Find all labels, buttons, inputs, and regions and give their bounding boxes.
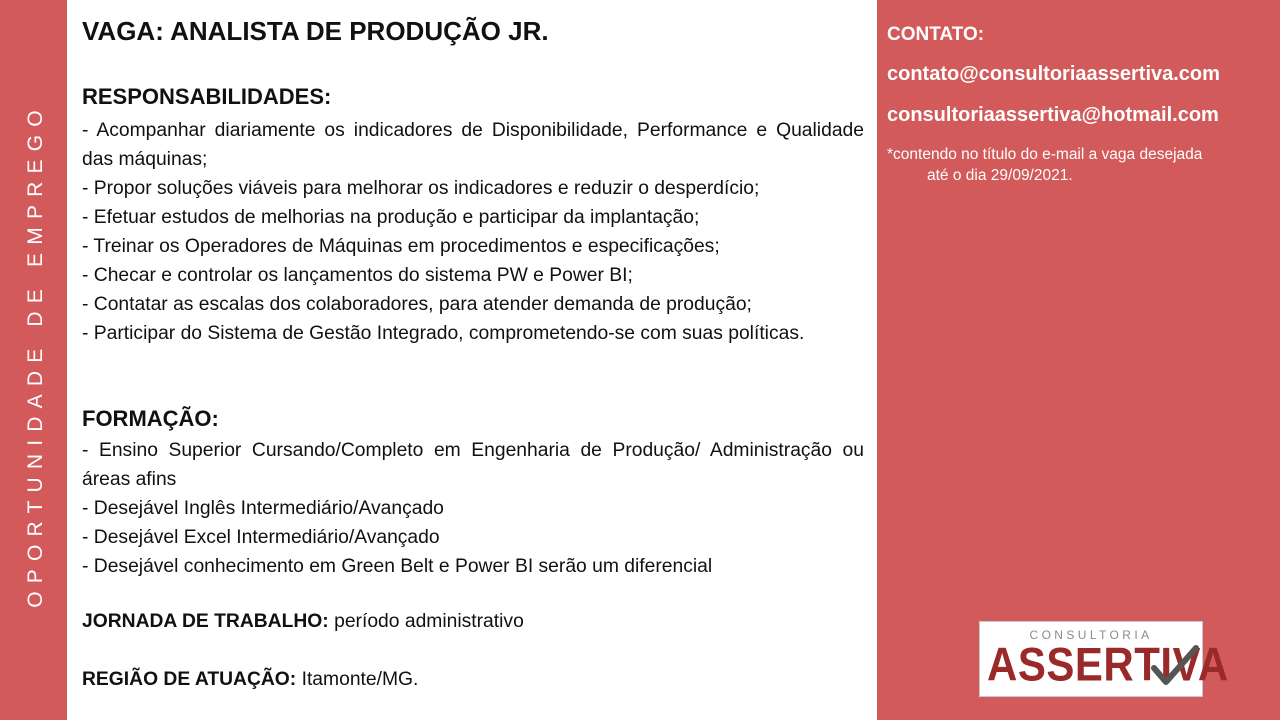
list-item: - Desejável Inglês Intermediário/Avançado	[82, 498, 444, 519]
list-item: - Treinar os Operadores de Máquinas em procedimentos e especificações;	[82, 236, 720, 257]
list-item: - Acompanhar diariamente os indicadores de Disponibilidade, Performance e Qualidade das máquinas;	[82, 120, 864, 170]
left-band	[0, 0, 67, 720]
list-item: - Contatar as escalas dos colaboradores, para atender demanda de produção;	[82, 294, 752, 315]
side-label: OPORTUNIDADE DE EMPREGO	[24, 102, 47, 608]
region-value: Itamonte/MG.	[301, 669, 419, 690]
note-line-1: *contendo no título do e-mail a vaga desejada	[887, 146, 1203, 163]
job-description	[82, 0, 864, 720]
list-item: - Efetuar estudos de melhorias na produção e participar da implantação;	[82, 207, 700, 228]
job-title: VAGA: ANALISTA DE PRODUÇÃO JR.	[82, 16, 549, 46]
contact-label: CONTATO:	[887, 24, 985, 45]
note-line-2: até o dia 29/09/2021.	[927, 167, 1073, 184]
list-item: - Propor soluções viáveis para melhorar os indicadores e reduzir o desperdício;	[82, 178, 760, 199]
responsibilities-list	[82, 116, 864, 348]
list-item: - Participar do Sistema de Gestão Integrado, comprometendo-se com suas políticas.	[82, 323, 805, 344]
workday-label: JORNADA DE TRABALHO:	[82, 611, 329, 632]
workday-value: período administrativo	[334, 611, 524, 632]
education-heading: FORMAÇÃO:	[82, 406, 219, 431]
region-line	[82, 669, 418, 691]
email-link-1[interactable]: contato@consultoriaassertiva.com	[887, 63, 1220, 85]
list-item: - Checar e controlar os lançamentos do sistema PW e Power BI;	[82, 265, 633, 286]
list-item: - Desejável Excel Intermediário/Avançado	[82, 527, 440, 548]
contact-panel	[877, 0, 1280, 720]
region-label: REGIÃO DE ATUAÇÃO:	[82, 669, 297, 690]
logo-main-text: ASSERTIVA	[987, 638, 1229, 691]
education-list	[82, 436, 864, 581]
workday-line	[82, 611, 524, 633]
list-item: - Desejável conhecimento em Green Belt e Power BI serão um diferencial	[82, 556, 713, 577]
company-logo	[979, 621, 1229, 697]
list-item: - Ensino Superior Cursando/Completo em Engenharia de Produção/ Administração ou áreas afins	[82, 440, 864, 490]
checkmark-icon	[1150, 644, 1200, 688]
contact-note	[887, 144, 1272, 186]
logo-top-text: CONSULTORIA	[1029, 628, 1153, 642]
responsibilities-heading: RESPONSABILIDADES:	[82, 84, 332, 109]
email-link-2[interactable]: consultoriaassertiva@hotmail.com	[887, 104, 1219, 126]
